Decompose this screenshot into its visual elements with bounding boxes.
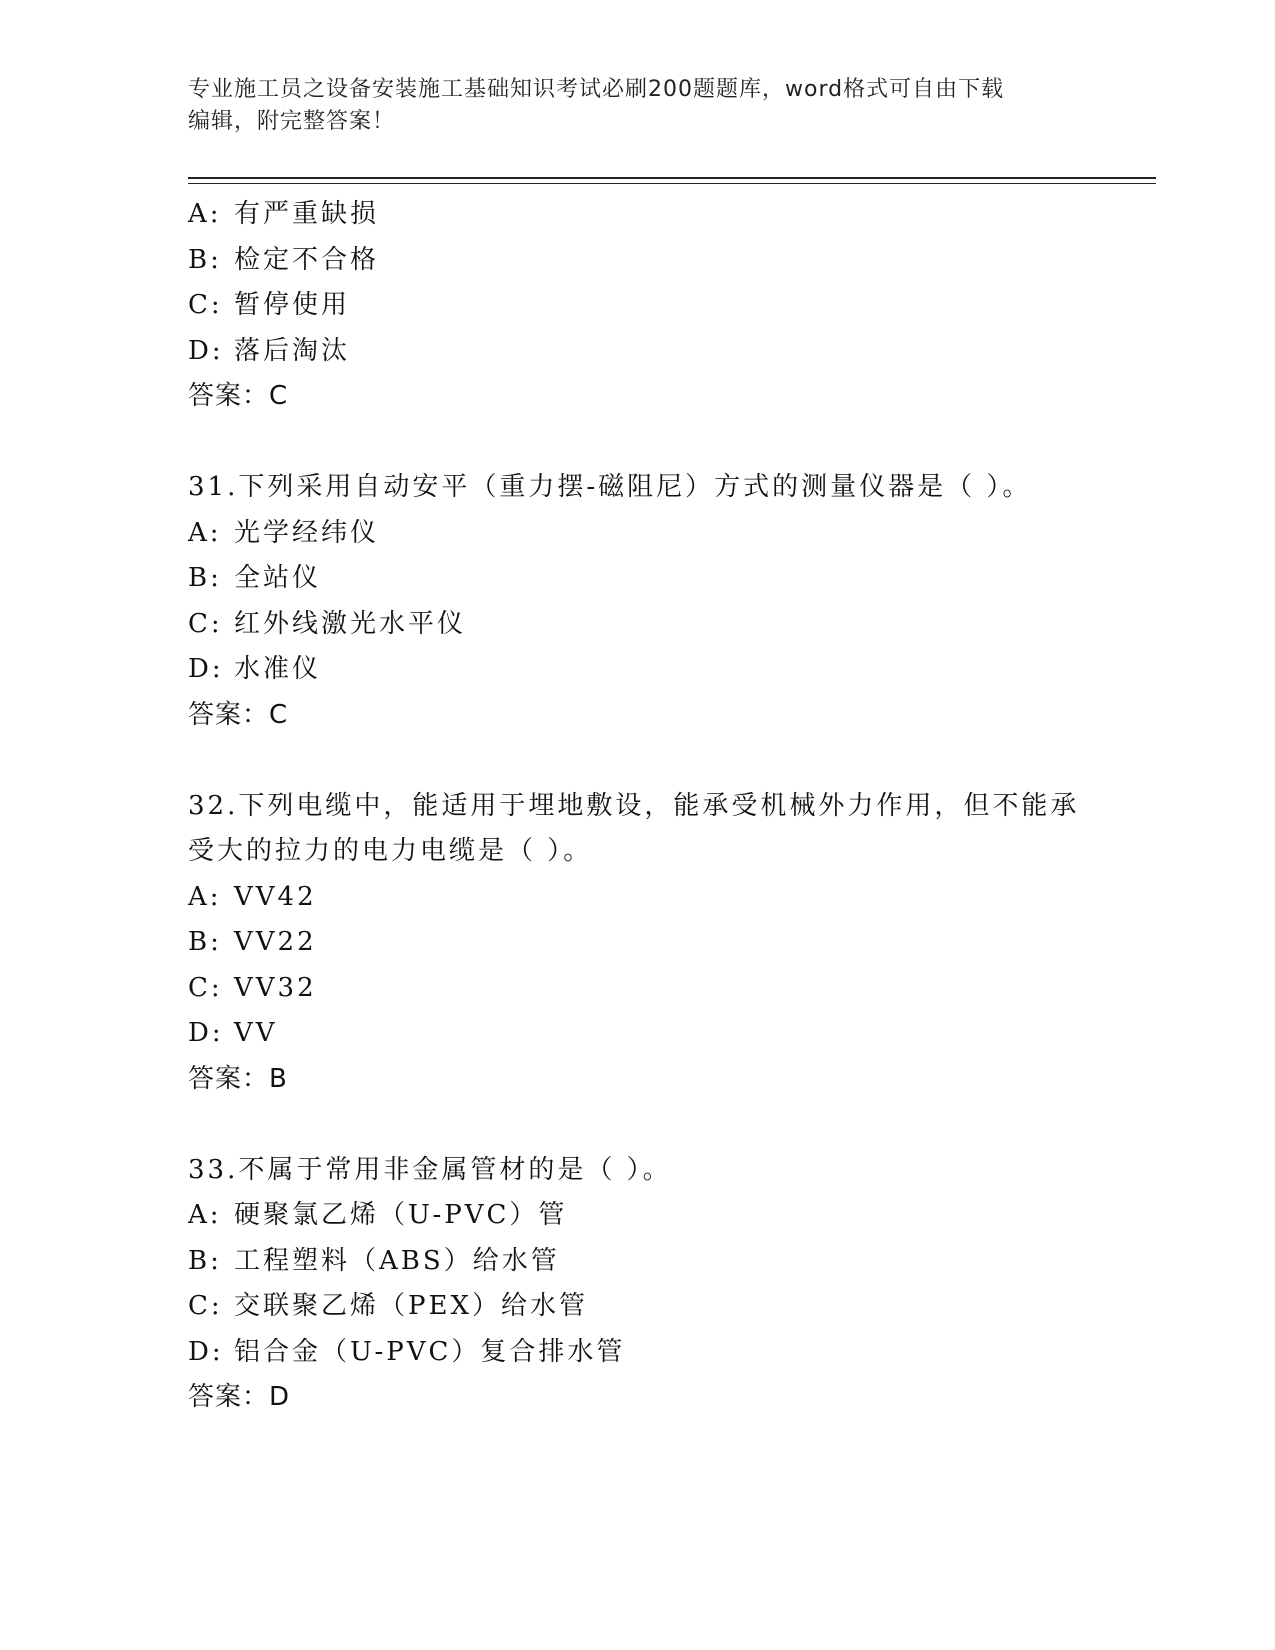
header-divider-thin xyxy=(188,183,1156,184)
answer-line: 答案：C xyxy=(188,381,289,411)
option-letter: B: xyxy=(188,1245,222,1276)
spacer xyxy=(188,1102,1088,1148)
option-b xyxy=(188,556,1088,602)
option-letter: D: xyxy=(188,1336,224,1367)
spacer xyxy=(188,420,1088,466)
option-letter: D: xyxy=(188,654,224,684)
option-letter: C: xyxy=(188,1291,223,1321)
option-d xyxy=(188,647,1088,693)
question-content xyxy=(188,192,1088,1421)
option-letter: D: xyxy=(188,335,224,366)
option-text: VV42 xyxy=(234,881,317,912)
option-letter: D: xyxy=(188,1018,224,1048)
option-letter: A: xyxy=(188,517,222,548)
option-letter: B: xyxy=(188,244,222,275)
option-text: 有严重缺损 xyxy=(234,199,380,229)
option-letter: A: xyxy=(188,1200,222,1230)
option-a xyxy=(188,511,1088,557)
option-a xyxy=(188,875,1088,921)
answer-line: 答案：D xyxy=(188,1382,291,1412)
option-a xyxy=(188,1193,1088,1239)
option-letter: A: xyxy=(188,199,222,229)
option-text: 铝合金（U-PVC）复合排水管 xyxy=(234,1336,626,1367)
carryover-question xyxy=(188,192,1088,420)
option-d xyxy=(188,329,1088,375)
option-letter: A: xyxy=(188,881,222,912)
option-b xyxy=(188,920,1088,966)
option-text: 全站仪 xyxy=(234,563,322,593)
option-letter: C: xyxy=(188,290,223,320)
question-stem: 32.下列电缆中，能适用于埋地敷设，能承受机械外力作用，但不能承 xyxy=(188,790,1080,821)
spacer xyxy=(188,738,1088,784)
option-text: 硬聚氯乙烯（U-PVC）管 xyxy=(234,1200,568,1230)
option-b xyxy=(188,1239,1088,1285)
option-text: VV xyxy=(234,1018,278,1048)
answer-line: 答案：C xyxy=(188,699,289,730)
option-text: 交联聚乙烯（PEX）给水管 xyxy=(234,1291,588,1321)
option-text: VV22 xyxy=(234,927,317,957)
option-text: 落后淘汰 xyxy=(234,335,351,366)
question-stem: 33.不属于常用非金属管材的是（ ）。 xyxy=(188,1154,672,1185)
question-stem-continued: 受大的拉力的电力电缆是（ ）。 xyxy=(188,836,593,866)
header-divider-thick xyxy=(188,177,1156,179)
question-31 xyxy=(188,465,1088,738)
option-letter: B: xyxy=(188,563,222,593)
option-a xyxy=(188,192,1088,238)
option-c xyxy=(188,283,1088,329)
question-33 xyxy=(188,1148,1088,1421)
option-c xyxy=(188,602,1088,648)
option-text: 水准仪 xyxy=(234,654,322,684)
option-text: 暂停使用 xyxy=(234,290,351,320)
option-text: VV32 xyxy=(234,972,317,1003)
document-header xyxy=(188,74,1088,138)
header-title-line-2: 编辑，附完整答案！ xyxy=(188,109,396,134)
option-text: 工程塑料（ABS）给水管 xyxy=(234,1245,560,1276)
option-text: 光学经纬仪 xyxy=(234,517,380,548)
option-text: 检定不合格 xyxy=(234,244,380,275)
question-stem: 31.下列采用自动安平（重力摆-磁阻尼）方式的测量仪器是（ ）。 xyxy=(188,472,1032,502)
option-c xyxy=(188,1284,1088,1330)
question-32 xyxy=(188,784,1088,1103)
option-d xyxy=(188,1011,1088,1057)
option-letter: C: xyxy=(188,608,223,639)
option-letter: B: xyxy=(188,927,222,957)
option-b xyxy=(188,238,1088,284)
option-c xyxy=(188,966,1088,1012)
header-title-line-1: 专业施工员之设备安装施工基础知识考试必刷200题题库，word格式可自由下载 xyxy=(188,77,1005,102)
option-letter: C: xyxy=(188,972,223,1003)
option-d xyxy=(188,1330,1088,1376)
answer-line: 答案：B xyxy=(188,1063,288,1094)
option-text: 红外线激光水平仪 xyxy=(234,608,467,639)
